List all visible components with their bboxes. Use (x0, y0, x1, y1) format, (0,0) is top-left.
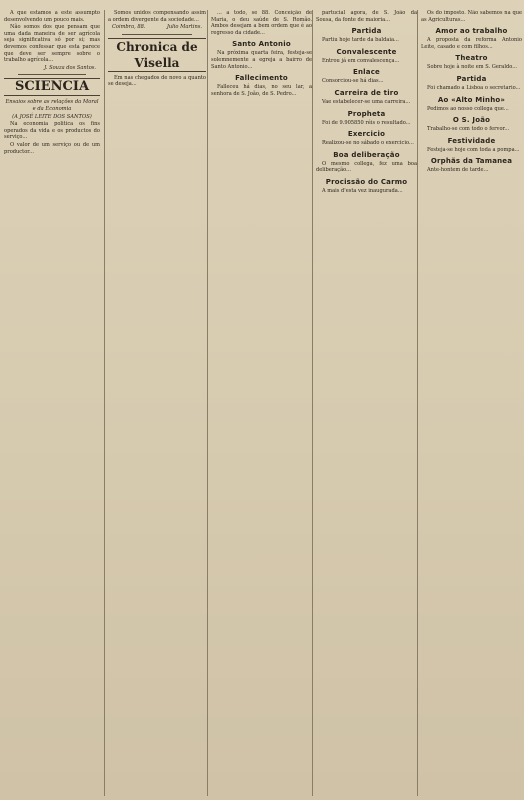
section-title-chronica: Chronica de Visella (108, 38, 206, 72)
divider (18, 74, 86, 75)
section-paragraph: Consorciou-se há dias... (322, 78, 384, 85)
column5-paragraph-1: Os do imposto. Não sabemos na que as Agriculturas... (421, 10, 522, 23)
section-title: Boa deliberação (333, 150, 400, 159)
section-paragraph: Vae estabelecer-se uma carreira... (322, 98, 411, 105)
section-title: Ao «Alto Minho» (437, 95, 506, 104)
section-paragraph: Trabalho-se com todo o fervor... (427, 126, 510, 133)
dateline-author: Julio Martins. (166, 24, 202, 31)
dateline-place: Coimbra, 88. (112, 24, 146, 31)
column4-sections (316, 27, 417, 194)
section-title: Partida (351, 27, 382, 36)
signature: J. Souza dos Santos. (44, 64, 96, 71)
column1-paragraph-2: Não somos dos que pensam que uma dada maneira de ser agrícola seja significativa só por si; mas devemos confessar que esta parece que deve ser sempre sobre o trabalho agrícola... (4, 24, 100, 64)
column1-science-paragraph-1: Na economia politica os fins operados da vida e os productos do serviço... (4, 121, 100, 141)
section-paragraph: Sobre hoje à noite em S. Geraldo... (427, 64, 518, 71)
section-title-fallecimento: Fallecimento (235, 74, 288, 83)
section-title: Theatro (455, 54, 488, 63)
section-paragraph: Realizou-se no sábado o exercicio... (322, 140, 414, 147)
column1-paragraph-1: A que estamos a este assumpto desenvolvendo um pouco mais. (4, 10, 100, 23)
section-paragraph: A mais d'esta vez inaugurada... (322, 187, 403, 194)
section-title: Partida (456, 74, 487, 83)
column2-paragraph-1: Somos unidos compensando assim a ordem divergente da sociedade... (108, 10, 206, 23)
section-title: Enlace (353, 68, 380, 77)
column-1 (4, 10, 100, 796)
column3-fallecimento-paragraph-1: Falleceu há dias, no seu lar, a senhora de S. João, de S. Pedro... (211, 84, 312, 97)
section-title: Festividade (447, 136, 496, 145)
column4-paragraph-1: partucial agora, de S. João da Sousa, da fonte de maioria... (316, 10, 417, 23)
section-paragraph: Partiu hoje tarde da baldaia... (322, 37, 399, 44)
section-title: Exercicio (347, 130, 386, 139)
section-title: O S. João (452, 116, 491, 125)
column-4 (312, 10, 417, 796)
section-paragraph: Pedimos ao nosso collega que... (427, 105, 509, 112)
column2-chronica-paragraph-1: Em nas chegados de novo a quanto se deseja... (108, 74, 206, 88)
column3-paragraph-1: ... a todo, se 88. Conceição de Maria, o deu saúde de S. Romão. Ambos desejam a bem ordem que é ao regresso da cidade... (211, 10, 312, 36)
section-title: Orphãs da Tamanea (430, 157, 513, 166)
section-author: (A JOSÉ LEITE DOS SANTOS) (12, 113, 92, 120)
section-title: Convalescente (336, 47, 397, 56)
section-title: Amor ao trabalho (435, 27, 508, 36)
column-2 (104, 10, 206, 796)
column-5 (417, 10, 522, 796)
section-paragraph: Festeja-se hoje com toda a pompa... (427, 146, 520, 153)
section-title-santo-antonio: Santo Antonio (232, 40, 291, 49)
section-title: Carreira de tiro (334, 88, 399, 97)
dateline (112, 24, 202, 31)
section-paragraph: Foi de 9.905850 réis o resultado... (322, 119, 411, 126)
column-3 (207, 10, 312, 796)
section-paragraph: A proposta da reforma Antonio Leite, casado e com filhos... (421, 37, 522, 50)
section-title: Procissão do Carmo (325, 177, 408, 186)
column1-science-paragraph-2: O valor de um serviço ou de um productor... (4, 141, 100, 155)
section-paragraph: Foi chamado a Lisboa o secretario... (427, 84, 521, 91)
section-title: Propheta (347, 109, 386, 118)
section-paragraph: O mesmo collega, fez uma boa deliberação... (316, 160, 417, 174)
section-subtitle: Ensaios sobre as relações da Moral e da Economia (5, 99, 99, 112)
column3-santo-paragraph-1: Na próxima quarta feira, festeja-se solemnemente a egreja a bairro de Santo Antonio... (211, 50, 312, 70)
column5-sections (421, 27, 522, 174)
section-title-sciencia: SCIENCIA (4, 78, 100, 96)
divider (122, 34, 192, 35)
section-paragraph: Entrou já em convalescença... (322, 57, 400, 64)
section-paragraph: Ante-hontem de tarde... (427, 167, 489, 174)
